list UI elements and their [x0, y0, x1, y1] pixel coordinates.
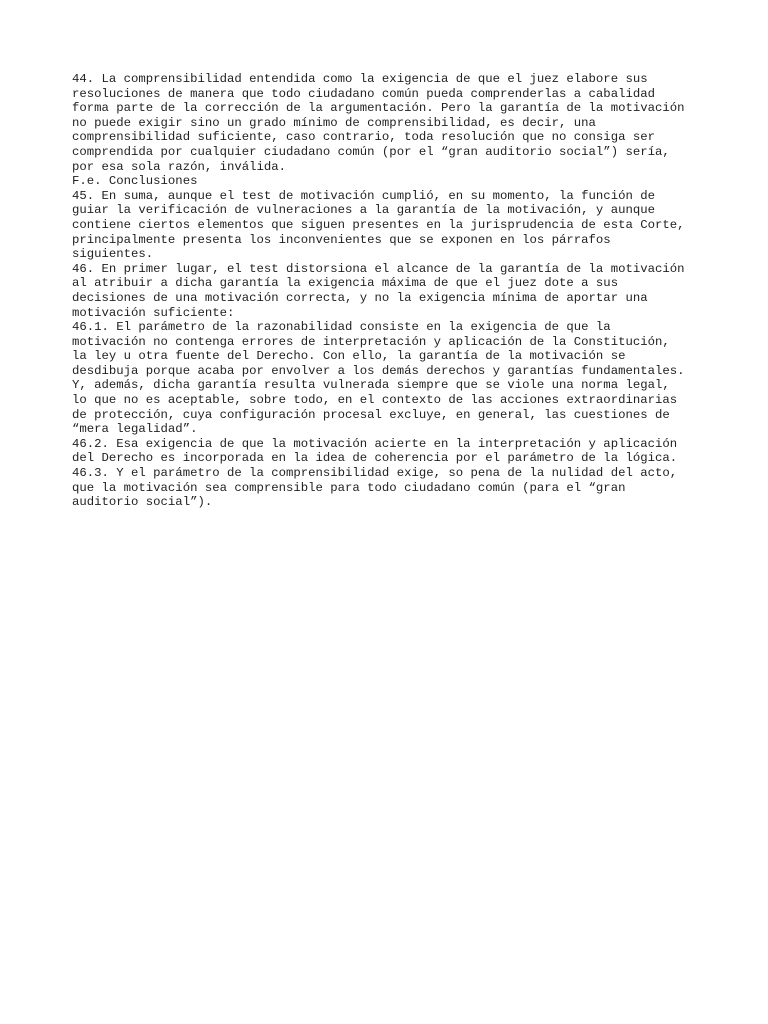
text-line: motivación no contenga errores de interpretación y aplicación de la Constitución,: [72, 334, 670, 349]
text-line: al atribuir a dicha garantía la exigencia máxima de que el juez dote a sus: [72, 276, 619, 291]
text-line: que la motivación sea comprensible para todo ciudadano común (para el “gran: [72, 480, 626, 495]
text-line: por esa sola razón, inválida.: [72, 159, 287, 174]
text-line: siguientes.: [72, 247, 154, 262]
text-line: resoluciones de manera que todo ciudadano común pueda comprenderlas a cabalidad: [72, 86, 655, 101]
text-line: decisiones de una motivación correcta, y no la exigencia mínima de aportar una: [72, 290, 648, 305]
text-line: no puede exigir sino un grado mínimo de comprensibilidad, es decir, una: [72, 115, 596, 130]
text-line: la ley u otra fuente del Derecho. Con ello, la garantía de la motivación se: [72, 349, 626, 364]
text-line: 46. En primer lugar, el test distorsiona el alcance de la garantía de la motivación: [72, 261, 685, 276]
section-heading: F.e. Conclusiones: [72, 174, 198, 189]
text-line: de protección, cuya configuración procesal excluye, en general, las cuestiones de: [72, 407, 670, 422]
text-line: 45. En suma, aunque el test de motivación cumplió, en su momento, la función de: [72, 188, 655, 203]
text-line: desdibuja porque acaba por envolver a los demás derechos y garantías fundamentales.: [72, 363, 685, 378]
text-line: comprensibilidad suficiente, caso contrario, toda resolución que no consiga ser: [72, 130, 655, 145]
text-line: Y, además, dicha garantía resulta vulnerada siempre que se viole una norma legal,: [72, 378, 670, 393]
text-line: 44. La comprensibilidad entendida como la exigencia de que el juez elabore sus: [72, 72, 648, 86]
document-page: [72, 72, 712, 510]
text-line: 46.2. Esa exigencia de que la motivación acierte en la interpretación y aplicación: [72, 436, 678, 451]
text-line: forma parte de la corrección de la argumentación. Pero la garantía de la motivación: [72, 101, 685, 116]
text-line: lo que no es aceptable, sobre todo, en el contexto de las acciones extraordinarias: [72, 393, 678, 408]
text-line: contiene ciertos elementos que siguen presentes en la jurisprudencia de esta Corte,: [72, 217, 685, 232]
text-line: motivación suficiente:: [72, 305, 235, 320]
text-line: 46.3. Y el parámetro de la comprensibilidad exige, so pena de la nulidad del acto,: [72, 466, 678, 481]
text-line: del Derecho es incorporada en la idea de coherencia por el parámetro de la lógica.: [72, 451, 678, 466]
text-line: principalmente presenta los inconvenientes que se exponen en los párrafos: [72, 232, 611, 247]
text-line: guiar la verificación de vulneraciones a la garantía de la motivación, y aunque: [72, 203, 655, 218]
text-line: 46.1. El parámetro de la razonabilidad consiste en la exigencia de que la: [72, 320, 611, 335]
text-line: comprendida por cualquier ciudadano común (por el “gran auditorio social”) sería,: [72, 144, 670, 159]
text-line: “mera legalidad”.: [72, 422, 198, 437]
text-line: auditorio social”).: [72, 495, 213, 510]
